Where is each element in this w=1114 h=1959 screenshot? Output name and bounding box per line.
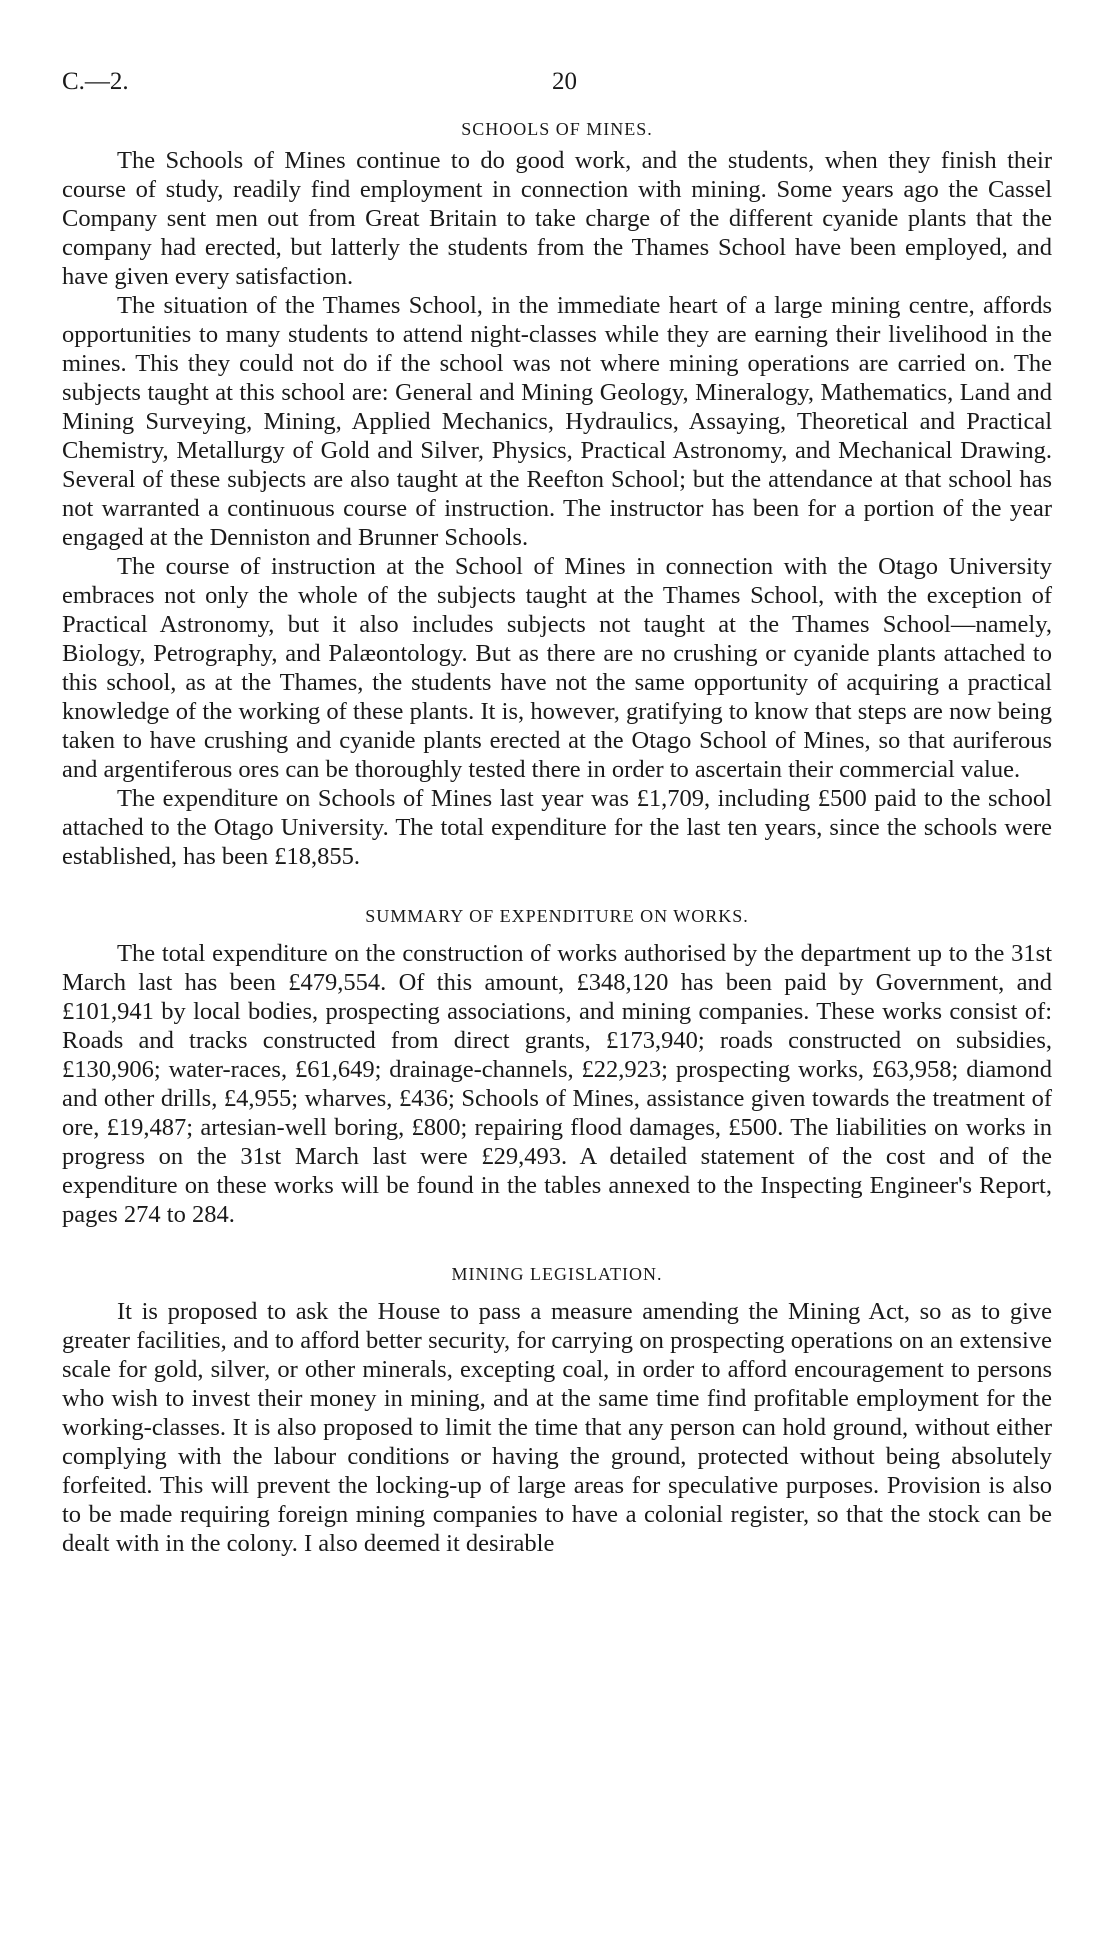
paragraph: The Schools of Mines continue to do good work, and the students, when they finish their course of study, readily find employment in connection with mining. Some years ago the Cassel Company sent men out from Great Britain to take charge of the different cyanide plants that the company had erected, but latterly the students from the Thames School have been employed, and have given every satisfaction.	[62, 147, 1052, 290]
section-summary-of-expenditure	[62, 905, 1052, 1229]
paragraph: The situation of the Thames School, in the immediate heart of a large mining centre, affords opportunities to many students to attend night-classes while they are earning their livelihood in the mines. This they could not do if the school was not where mining operations are carried on. The subjects taught at this school are: General and Mining Geology, Mineralogy, Mathematics, Land and Mining Surveying, Mining, Applied Mechanics, Hydraulics, Assaying, Theoretical and Practical Chemistry, Metallurgy of Gold and Silver, Physics, Practical Astronomy, and Mechanical Drawing. Several of these subjects are also taught at the Reefton School; but the attendance at that school has not warranted a continuous course of instruction. The instructor has been for a portion of the year engaged at the Denniston and Brunner Schools.	[62, 292, 1052, 551]
paragraph: It is proposed to ask the House to pass a measure amending the Mining Act, so as to give greater facilities, and to afford better security, for carrying on prospecting operations on an extensive scale for gold, silver, or other minerals, excepting coal, in order to afford encouragement to persons who wish to invest their money in mining, and at the same time find profitable employment for the working-classes. It is also proposed to limit the time that any person can hold ground, without either complying with the labour conditions or having the ground, protected without being absolutely forfeited. This will prevent the locking-up of large areas for speculative purposes. Provision is also to be made requiring foreign mining companies to have a colonial register, so that the stock can be dealt with in the colony. I also deemed it desirable	[62, 1298, 1052, 1557]
page-header	[62, 68, 1052, 100]
paragraph: The course of instruction at the School of Mines in connection with the Otago University embraces not only the whole of the subjects taught at the Thames School, with the exception of Practical Astronomy, but it also includes subjects not taught at the Thames School—namely, Biology, Petrography, and Palæontology. But as there are no crushing or cyanide plants attached to this school, as at the Thames, the students have not the same opportunity of acquiring a practical knowledge of the working of these plants. It is, however, gratifying to know that steps are now being taken to have crushing and cyanide plants erected at the Otago School of Mines, so that auriferous and argentiferous ores can be thoroughly tested there in order to ascertain their commercial value.	[62, 553, 1052, 783]
paragraph: The expenditure on Schools of Mines last year was £1,709, including £500 paid to the school attached to the Otago University. The total expenditure for the last ten years, since the schools were established, has been £18,855.	[62, 785, 1052, 870]
section-mining-legislation	[62, 1263, 1052, 1558]
page-number: 20	[552, 68, 577, 95]
section-title: MINING LEGISLATION.	[451, 1264, 663, 1284]
section-title: SUMMARY OF EXPENDITURE ON WORKS.	[365, 906, 749, 926]
paragraph: The total expenditure on the construction of works authorised by the department up to the 31st March last has been £479,554. Of this amount, £348,120 has been paid by Government, and £101,941 by local bodies, prospecting associations, and mining companies. These works consist of: Roads and tracks constructed from direct grants, £173,940; roads constructed on subsidies, £130,906; water-races, £61,649; drainage-channels, £22,923; prospecting works, £63,958; diamond and other drills, £4,955; wharves, £436; Schools of Mines, assistance given towards the treatment of ore, £19,487; artesian-well boring, £800; repairing flood damages, £500. The liabilities on works in progress on the 31st March last were £29,493. A detailed statement of the cost and of the expenditure on these works will be found in the tables annexed to the Inspecting Engineer's Report, pages 274 to 284.	[62, 940, 1052, 1228]
page-content	[62, 118, 1052, 1558]
section-title: SCHOOLS OF MINES.	[461, 119, 653, 139]
document-code: C.—2.	[62, 68, 129, 95]
section-schools-of-mines	[62, 118, 1052, 871]
